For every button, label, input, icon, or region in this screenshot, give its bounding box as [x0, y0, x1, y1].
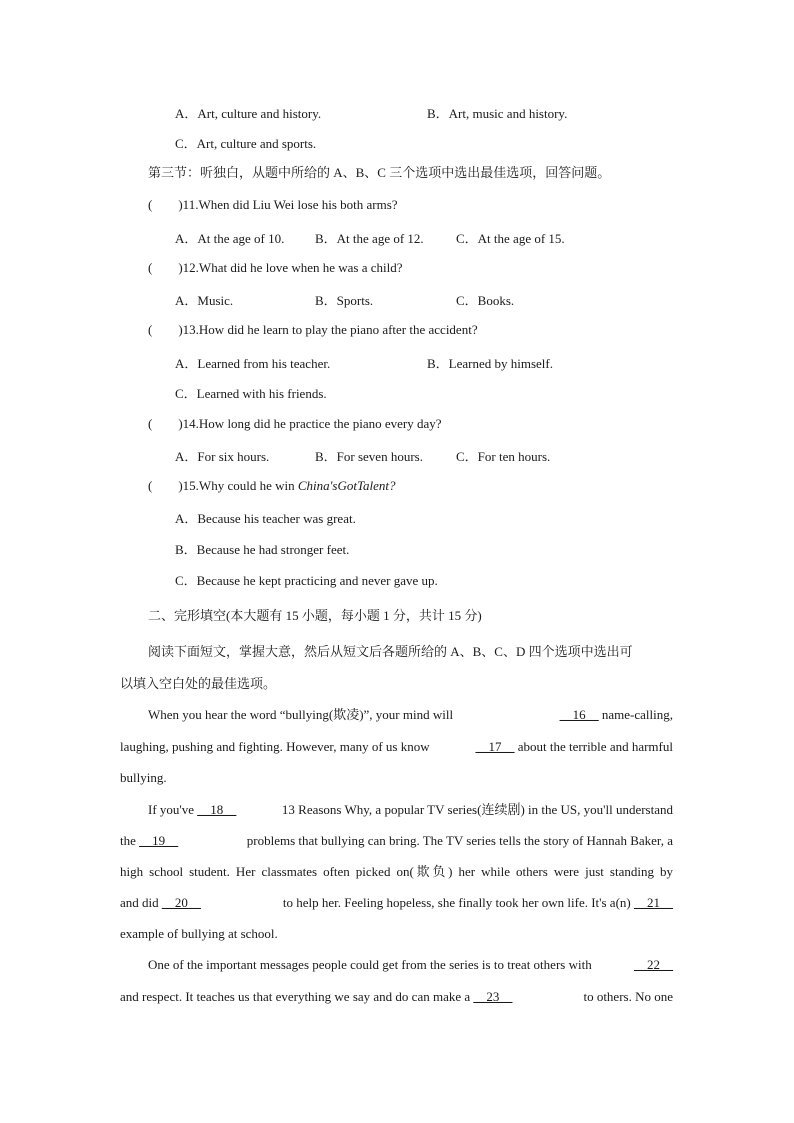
q12-option-a: A．Music.	[175, 293, 234, 308]
passage-text: to help her. Feeling hopeless, she finally took her own life. It's a(n)	[282, 895, 631, 910]
q14-option-b: B．For seven hours.	[315, 449, 423, 464]
answer-paren: ( )	[148, 322, 183, 337]
question-11	[148, 196, 398, 214]
q14-option-c: C．For ten hours.	[456, 449, 551, 464]
passage-text: problems that bullying can bring. The TV series tells the story of Hannah Baker, a	[246, 833, 673, 848]
q11-option-b: B．At the age of 12.	[315, 231, 424, 246]
answer-paren: ( )	[148, 416, 183, 431]
part2-header: 二、完形填空(本大题有 15 小题，每小题 1 分，共计 15 分)	[148, 608, 482, 623]
answer-paren: ( )	[148, 260, 183, 275]
passage-p2-line-3: high school student. Her classmates often picked on(欺负) her while others were just standing by	[120, 864, 673, 879]
blank-23: __23__	[473, 989, 513, 1004]
q13-option-b: B．Learned by himself.	[427, 356, 553, 371]
blank-21: __21__	[634, 895, 673, 910]
q13-option-a: A．Learned from his teacher.	[175, 356, 331, 371]
passage-p2-line-2	[120, 832, 673, 850]
blank-22: __22__	[634, 957, 673, 972]
passage-text: about the terrible and harmful	[517, 739, 673, 754]
q12-option-c: C．Books.	[456, 293, 515, 308]
blank-18: __18__	[197, 802, 237, 817]
question-stem: 11.When did Liu Wei lose his both arms?	[182, 197, 398, 212]
q13-option-c: C．Learned with his friends.	[175, 386, 327, 401]
answer-paren: ( )	[148, 197, 183, 212]
q15-option-c: C．Because he kept practicing and never gave up.	[175, 573, 438, 588]
q10-option-b: B．Art, music and history.	[427, 106, 568, 121]
passage-p1-line-1	[148, 706, 673, 724]
question-stem: 12.What did he love when he was a child?	[182, 260, 403, 275]
q14-option-a: A．For six hours.	[175, 449, 270, 464]
blank-20: __20__	[161, 895, 201, 910]
question-13	[148, 321, 478, 339]
passage-text: 13 Reasons Why, a popular TV series(连续剧) in the US, you'll understand	[281, 802, 673, 817]
question-14	[148, 415, 442, 433]
passage-text: If you've	[148, 802, 195, 817]
passage-text: When you hear the word “bullying(欺凌)”, your mind will	[148, 707, 454, 722]
passage-p3-line-2	[120, 988, 673, 1006]
passage-p1-line-2	[120, 738, 673, 756]
question-15	[148, 477, 396, 495]
q12-option-b: B．Sports.	[315, 293, 374, 308]
passage-p3-line-1	[148, 956, 673, 974]
passage-text: One of the important messages people could get from the series is to treat others with	[148, 957, 592, 972]
passage-p2-line-1	[148, 801, 673, 819]
question-stem: 14.How long did he practice the piano every day?	[182, 416, 442, 431]
answer-paren: ( )	[148, 478, 183, 493]
q10-option-a: A．Art, culture and history.	[175, 106, 322, 121]
passage-text: laughing, pushing and fighting. However, many of us know	[120, 739, 430, 754]
passage-text: the	[120, 833, 136, 848]
q15-option-a: A．Because his teacher was great.	[175, 511, 356, 526]
q11-option-c: C．At the age of 15.	[456, 231, 565, 246]
q11-option-a: A．At the age of 10.	[175, 231, 285, 246]
passage-text: name-calling,	[601, 707, 673, 722]
passage-p2-line-4	[120, 894, 673, 912]
q15-option-b: B．Because he had stronger feet.	[175, 542, 350, 557]
passage-text: to others. No one	[583, 989, 673, 1004]
passage-p2-line-5: example of bullying at school.	[120, 926, 278, 941]
passage-text: and did	[120, 895, 159, 910]
instructions-line-2: 以填入空白处的最佳选项。	[120, 676, 277, 691]
instructions-line-1: 阅读下面短文，掌握大意，然后从短文后各题所给的 A、B、C、D 四个选项中选出可	[148, 644, 633, 659]
section3-header: 第三节：听独白，从题中所给的 A、B、C 三个选项中选出最佳选项，回答问题。	[148, 165, 611, 180]
blank-17: __17__	[475, 739, 515, 754]
passage-text: and respect. It teaches us that everything we say and do can make a	[120, 989, 471, 1004]
question-stem: 15.Why could he win	[182, 478, 298, 493]
show-title: China'sGotTalent?	[297, 478, 396, 493]
question-stem: 13.How did he learn to play the piano after the accident?	[182, 322, 478, 337]
q10-option-c: C．Art, culture and sports.	[175, 136, 317, 151]
passage-p1-line-3: bullying.	[120, 770, 167, 785]
question-12	[148, 259, 403, 277]
blank-19: __19__	[139, 833, 179, 848]
blank-16: __16__	[559, 707, 599, 722]
